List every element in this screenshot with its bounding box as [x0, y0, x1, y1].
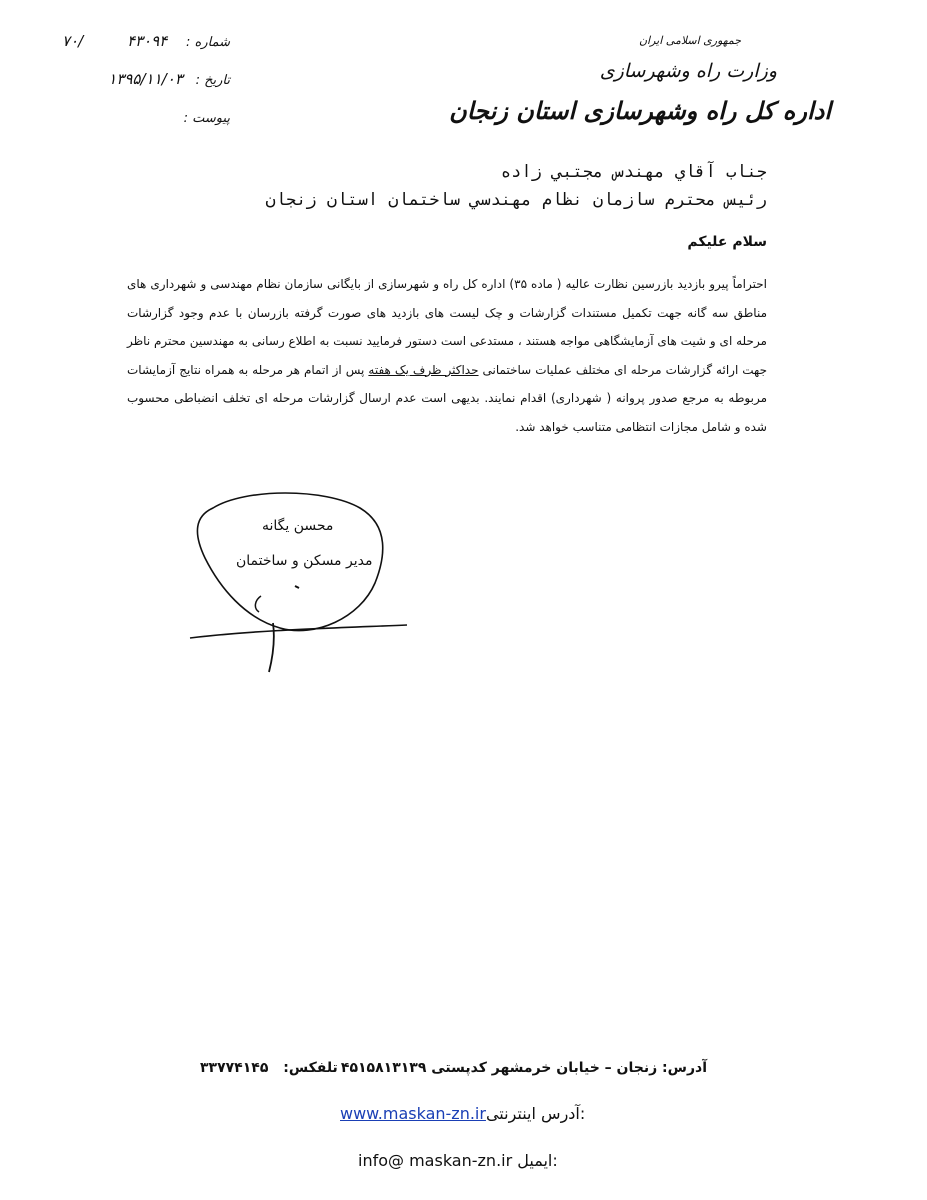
footer-address: آدرس: زنجان – خیابان خرمشهر کدپستی ۴۵۱۵۸۱۳۱۳۹: [340, 1060, 707, 1076]
website-link[interactable]: www.maskan-zn.ir: [340, 1104, 486, 1123]
letter-number-row: [60, 32, 230, 50]
fax-value: ۳۳۷۷۴۱۴۵: [200, 1060, 269, 1076]
body-part-2: پس از اتمام هر مرحله به همراه نتایج آزمایشات مربوطه به مرجع صدور پروانه ( شهرداری) اقدام نمایند. بدیهی است عدم ارسال گزارشات مرحله ای تخلف انضباطی محسوب شده و شامل مجازات انتظامی متناسب خواهد شد.: [127, 362, 767, 434]
body-underlined: حداکثر ظرف یک هفته: [368, 362, 479, 377]
ministry-title: وزارت راه وشهرسازی: [599, 60, 777, 82]
body-part-1: احتراماً پیرو بازدید بازرسین نظارت عالیه ( ماده ۳۵) اداره کل راه و شهرسازی از بایگانی سازمان نظام مهندسی و شهرداری های مناطق سه گانه جهت تکمیل مستندات گزارشات و چک لیست های بازدید های صورت گرفته بازرسان با عدم وجود گزارشات مرحله ای و شیت های آزمایشگاهی مواجه هستند ، مستدعی است دستور فرمایید نسبت به اطلاع رسانی به مهندسین محترم ناظر جهت ارائه گزارشات مرحله ای مختلف عملیات ساختمانی: [127, 277, 768, 377]
signatory-name: محسن یگانه: [262, 518, 334, 534]
directorate-title: اداره کل راه وشهرسازی استان زنجان: [449, 96, 831, 125]
website-row: [340, 1104, 585, 1123]
letter-number-suffix: ۷۰/: [62, 32, 84, 50]
handwritten-signature: [185, 488, 415, 678]
footer-fax: [200, 1060, 338, 1076]
signatory-title: مدیر مسکن و ساختمان: [236, 553, 373, 569]
letter-date-label: تاریخ :: [195, 73, 230, 88]
attachment-label: پیوست :: [183, 111, 230, 126]
recipient-line-1: جناب آقاي مهندس مجتبي زاده: [500, 162, 767, 182]
letter-number-label: شماره :: [186, 35, 230, 50]
website-label: آدرس اینترنتی:: [485, 1104, 586, 1123]
fax-label: تلفکس:: [283, 1060, 338, 1076]
greeting: سلام علیکم: [687, 234, 767, 250]
recipient-line-2: رئيس محترم سازمان نظام مهندسي ساختمان استان زنجان: [265, 190, 767, 210]
letter-date-row: [100, 70, 230, 88]
republic-title: جمهوری اسلامی ایران: [638, 34, 741, 47]
letter-number-value: ۴۳۰۹۴: [126, 32, 168, 50]
email-value: info@ maskan-zn.ir: [358, 1151, 513, 1170]
email-row: [358, 1151, 558, 1170]
letter-date-value: ۱۳۹۵/۱۱/۰۳: [108, 70, 183, 88]
attachment-row: [160, 108, 230, 126]
letter-body: [127, 270, 767, 441]
email-label: ایمیل:: [517, 1151, 558, 1170]
